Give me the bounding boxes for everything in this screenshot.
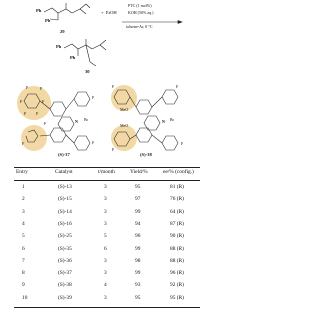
cell-catalyst: (S)-14 — [58, 208, 72, 215]
header-yield: Yield/% — [130, 169, 148, 175]
table-row — [0, 220, 214, 232]
table-row — [0, 183, 214, 195]
cell-entry: 1 — [22, 184, 25, 190]
cell-yield: 95 — [135, 184, 141, 190]
table-row — [0, 208, 214, 220]
cell-time: 4 — [104, 282, 107, 289]
results-table — [0, 160, 214, 313]
left-atom-f-5: F — [24, 111, 27, 116]
table-top-rule — [14, 167, 200, 168]
table-row — [0, 294, 214, 306]
cell-catalyst: (S)-36 — [58, 257, 72, 264]
cell-time: 3 — [104, 294, 107, 301]
cell-catalyst: (S)-35 — [58, 245, 72, 252]
left-atom-n: N — [75, 119, 78, 124]
cell-yield: 97 — [135, 196, 141, 203]
cell-yield: 99 — [135, 208, 141, 215]
header-time: t/month — [98, 169, 115, 175]
substrate-label: 29 — [60, 29, 65, 34]
table-row — [0, 257, 214, 269]
cell-ee: 92 (R) — [170, 282, 184, 289]
conditions-line-1: PTC (1 mol%) — [128, 3, 152, 8]
header-ee: ee/% (config.) — [163, 169, 194, 175]
left-atom-f-8: F — [44, 121, 47, 126]
cell-entry: 8 — [22, 270, 25, 277]
cell-time: 3 — [104, 208, 107, 215]
ph-group-c: Ph — [56, 44, 62, 49]
cell-ee: 64 (R) — [170, 208, 184, 215]
cell-time: 5 — [104, 233, 107, 240]
cell-entry: 6 — [22, 245, 25, 252]
cell-entry: 7 — [22, 257, 25, 264]
ph-group-a: Ph — [36, 8, 42, 13]
table-row — [0, 281, 214, 293]
cell-entry: 10 — [22, 294, 28, 301]
right-atom-f-4: F — [112, 147, 115, 152]
cell-catalyst: (S)-37 — [58, 270, 72, 277]
cell-catalyst: (S)-16 — [58, 220, 72, 227]
right-atom-meo-1: MeO — [120, 107, 129, 112]
cell-time: 3 — [104, 220, 107, 227]
left-atom-f-7: F — [92, 95, 95, 100]
cell-time: 3 — [104, 257, 107, 264]
cell-entry: 3 — [22, 208, 25, 215]
cell-catalyst: (S)-15 — [58, 196, 72, 203]
table-row — [0, 195, 214, 207]
right-atom-n: N — [162, 119, 165, 124]
left-atom-f-4: F — [42, 99, 45, 104]
left-atom-f-6: F — [36, 111, 39, 116]
cell-yield: 96 — [135, 233, 141, 240]
table-bottom-rule — [14, 307, 200, 308]
cell-ee: 81 (R) — [170, 184, 184, 190]
ph-group-d: Ph — [70, 55, 76, 60]
cell-yield: 99 — [135, 245, 141, 252]
cell-ee: 76 (R) — [170, 196, 184, 203]
cell-yield: 95 — [135, 294, 141, 301]
right-atom-meo-2: MeO — [120, 123, 129, 128]
cell-catalyst: (S)-25 — [58, 233, 72, 240]
right-atom-br: Br — [170, 117, 174, 122]
product-label: 30 — [85, 69, 90, 74]
ph-group-b: Ph — [45, 18, 51, 23]
nucleophile: EtOH — [106, 10, 117, 15]
right-atom-f-3: F — [112, 84, 115, 89]
cell-catalyst: (S)-13 — [58, 184, 72, 190]
left-atom-br: Br — [84, 117, 88, 122]
cell-yield: 99 — [135, 270, 141, 277]
cell-ee: 95 (R) — [170, 294, 184, 301]
table-row — [0, 245, 214, 257]
header-catalyst: Catalyst — [55, 169, 73, 175]
left-atom-f-3: F — [20, 99, 23, 104]
cell-yield: 98 — [135, 257, 141, 264]
cell-entry: 4 — [22, 220, 25, 227]
catalyst-drawing — [0, 80, 214, 160]
reaction-scheme — [0, 0, 214, 80]
table-header-row — [0, 170, 214, 180]
catalyst-right-label: (S)-38 — [140, 152, 152, 157]
right-atom-f-2: F — [181, 141, 184, 146]
cell-catalyst: (S)-38 — [58, 282, 72, 289]
cell-ee: 88 (R) — [170, 245, 184, 252]
left-atom-f-1: F — [26, 85, 29, 90]
left-atom-f-10: F — [22, 141, 25, 146]
right-atom-f-1: F — [176, 84, 179, 89]
table-row — [0, 269, 214, 281]
cell-time: 3 — [104, 196, 107, 203]
cell-yield: 94 — [135, 220, 141, 227]
cell-ee: 90 (R) — [170, 233, 184, 240]
cell-ee: 87 (R) — [170, 220, 184, 227]
cell-time: 3 — [104, 184, 107, 190]
table-body — [0, 183, 214, 308]
left-atom-f-9: F — [92, 140, 95, 145]
cell-ee: 88 (R) — [170, 257, 184, 264]
cell-entry: 5 — [22, 233, 25, 240]
cell-catalyst: (S)-39 — [58, 294, 72, 301]
table-header-rule — [14, 180, 200, 181]
cell-entry: 2 — [22, 196, 25, 203]
catalyst-left-label: (S)-37 — [58, 152, 70, 157]
cell-yield: 93 — [135, 282, 141, 289]
cell-ee: 96 (R) — [170, 270, 184, 277]
plus-sign: + — [101, 10, 104, 15]
left-atom-f-2: F — [40, 86, 43, 91]
header-entry: Entry — [16, 169, 28, 175]
cell-entry: 9 — [22, 282, 25, 289]
cell-time: 3 — [104, 270, 107, 277]
catalyst-structures — [0, 80, 214, 160]
table-row — [0, 232, 214, 244]
conditions-line-2: KOH (50% aq.) — [128, 10, 154, 15]
conditions-line-3: toluene-Ar, 0 °C — [126, 24, 153, 29]
cell-time: 6 — [104, 245, 107, 252]
